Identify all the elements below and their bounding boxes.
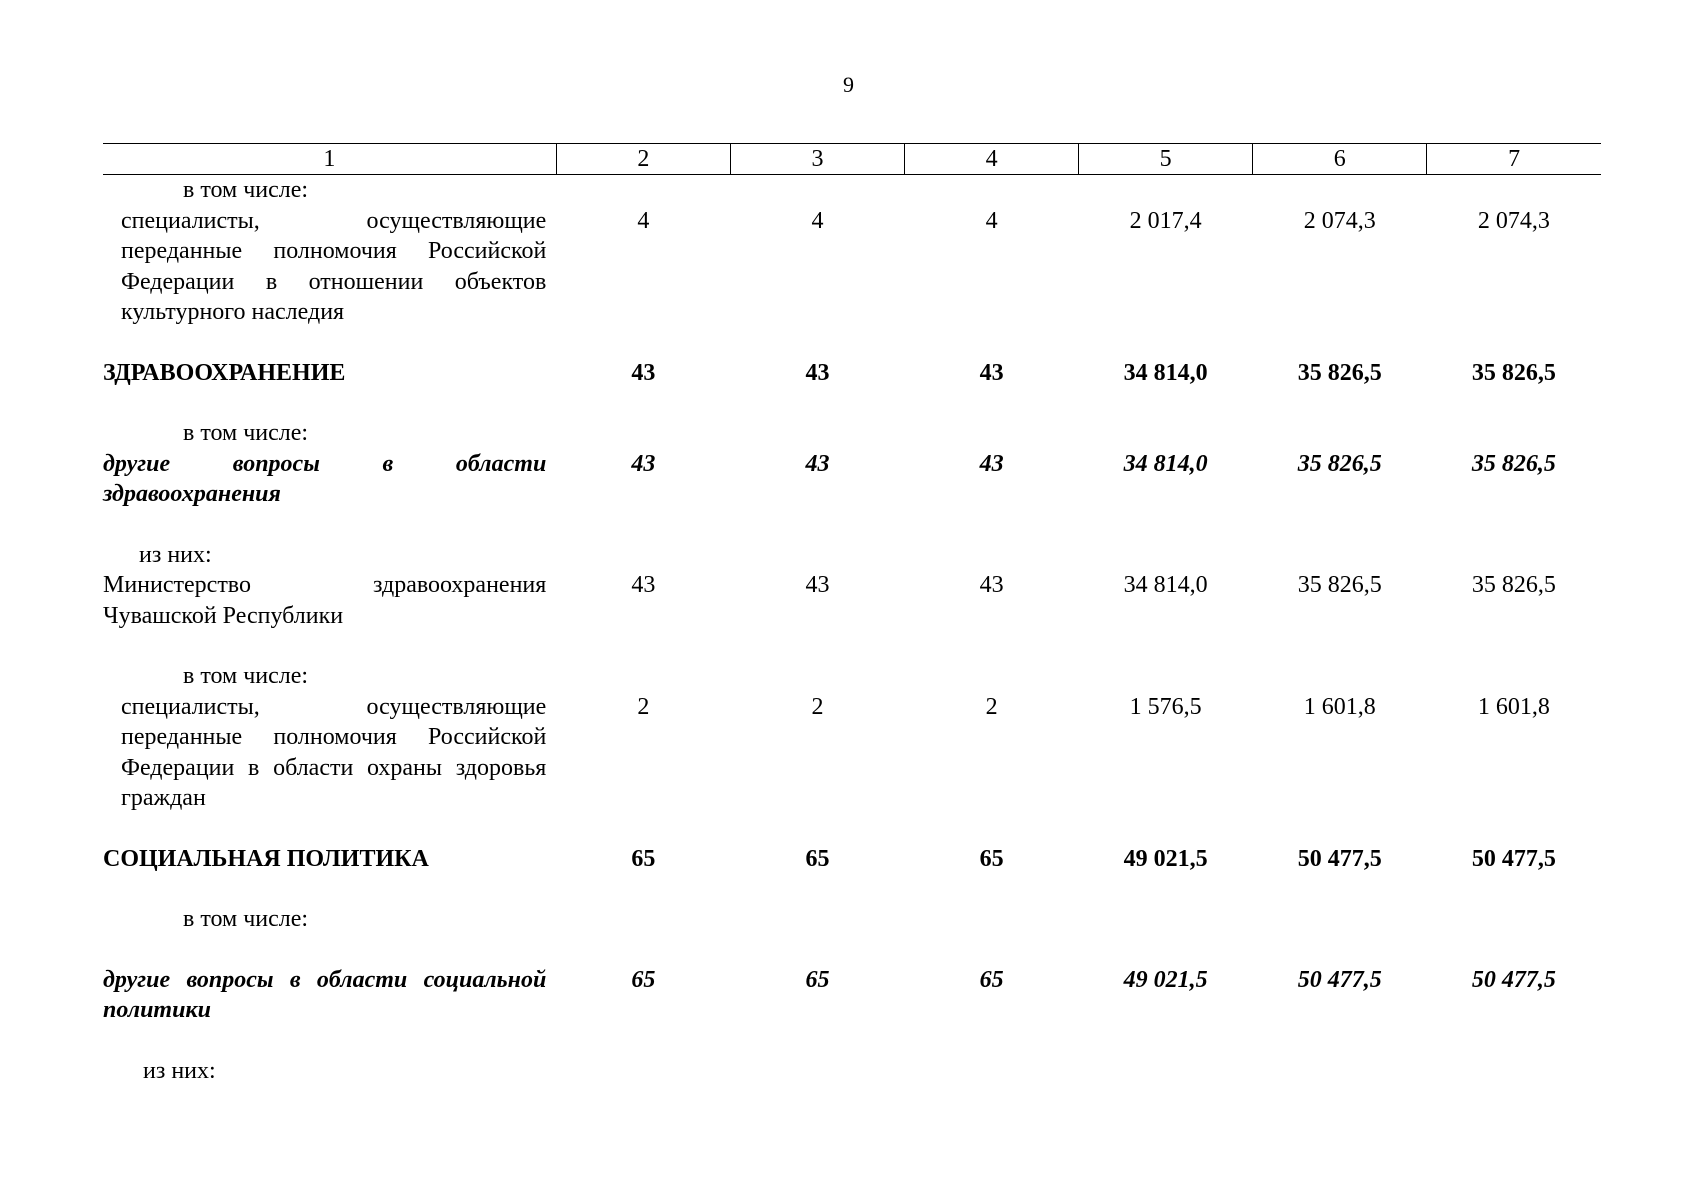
value-col-7: 2 074,3: [1477, 207, 1550, 234]
row-gap: [103, 1026, 1601, 1056]
value-col-4: 65: [979, 966, 1004, 993]
row-gap: [103, 631, 1601, 661]
value-col-6: 35 826,5: [1297, 359, 1382, 386]
value-col-5: 34 814,0: [1123, 450, 1208, 477]
row-label-cell: [103, 661, 556, 814]
value-col-7: 35 826,5: [1471, 359, 1556, 386]
row-label: специалисты, осуществляющие переданные полномочия Российской Федерации в отношении объектов культурного наследия: [121, 207, 547, 325]
value-cell: [556, 661, 730, 814]
value-cell: [1079, 661, 1253, 814]
table-row: [103, 1056, 1601, 1087]
value-col-6: 50 477,5: [1297, 845, 1382, 872]
value-col-4: 65: [979, 845, 1004, 872]
table-row: [103, 965, 1601, 1026]
row-prefix: из них:: [139, 541, 212, 568]
value-col-3: 43: [805, 572, 830, 598]
value-col-5: 34 814,0: [1123, 572, 1208, 598]
row-prefix: в том числе:: [183, 663, 309, 689]
table-body: [103, 175, 1601, 1087]
value-cell: [1253, 540, 1427, 632]
table-row: [103, 175, 1601, 328]
value-col-5: 49 021,5: [1123, 966, 1208, 993]
header-row: [103, 144, 1601, 175]
value-col-3: 43: [805, 359, 830, 386]
value-cell: [1427, 540, 1601, 632]
value-col-7: 35 826,5: [1471, 572, 1556, 598]
row-prefix: в том числе:: [183, 420, 309, 446]
value-col-4: 43: [979, 450, 1004, 477]
table-row: [103, 844, 1601, 875]
table-header: [103, 144, 1601, 175]
row-prefix: в том числе:: [183, 177, 309, 203]
value-cell: [1427, 175, 1601, 328]
value-col-4: 43: [979, 359, 1004, 386]
header-col-7: 7: [1427, 144, 1601, 175]
value-cell: [905, 661, 1079, 814]
row-label: Министерство здравоохранения Чувашской Республики: [103, 572, 547, 629]
value-col-2: 43: [631, 359, 656, 386]
row-label-cell: [103, 540, 556, 632]
value-cell: [730, 661, 904, 814]
value-cell: [1079, 540, 1253, 632]
value-cell: [905, 540, 1079, 632]
row-label-cell: [103, 1056, 556, 1087]
value-col-2: 43: [631, 450, 656, 477]
row-gap: [103, 935, 1601, 965]
value-col-4: 43: [979, 572, 1004, 598]
value-col-7: 35 826,5: [1471, 450, 1556, 477]
value-cell: [730, 540, 904, 632]
row-label: специалисты, осуществляющие переданные полномочия Российской Федерации в области охраны здоровья граждан: [121, 693, 547, 811]
value-col-2: 43: [631, 572, 656, 598]
table-row: [103, 661, 1601, 814]
value-cell: [905, 175, 1079, 328]
value-col-7: 50 477,5: [1471, 966, 1556, 993]
value-cell: [556, 540, 730, 632]
header-col-3: 3: [730, 144, 904, 175]
value-cell: [1427, 418, 1601, 510]
table-row: [103, 358, 1601, 389]
value-col-3: 65: [805, 845, 830, 872]
value-cell: [556, 175, 730, 328]
report-table: [103, 143, 1601, 1086]
row-label: другие вопросы в области социальной политики: [103, 966, 547, 1023]
value-col-6: 50 477,5: [1297, 966, 1382, 993]
value-col-7: 50 477,5: [1471, 845, 1556, 872]
value-col-7: 1 601,8: [1477, 693, 1550, 720]
value-col-2: 65: [631, 845, 656, 872]
row-label-cell: [103, 965, 556, 1026]
value-cell: [1427, 661, 1601, 814]
row-prefix: из них:: [143, 1057, 216, 1084]
value-cell: [1079, 175, 1253, 328]
row-label-cell: [103, 904, 556, 935]
row-gap: [103, 388, 1601, 418]
value-cell: [1079, 418, 1253, 510]
value-col-5: 2 017,4: [1129, 207, 1202, 234]
value-col-4: 2: [985, 693, 998, 720]
row-label-cell: [103, 358, 556, 389]
value-cell: [730, 418, 904, 510]
row-label-cell: [103, 844, 556, 875]
value-col-3: 4: [811, 207, 824, 234]
page-number: 9: [843, 72, 854, 97]
value-col-2: 65: [631, 966, 656, 993]
value-col-6: 2 074,3: [1303, 207, 1376, 234]
header-col-2: 2: [556, 144, 730, 175]
row-gap: [103, 814, 1601, 844]
value-col-5: 1 576,5: [1129, 693, 1202, 720]
row-gap: [103, 510, 1601, 540]
value-cell: [1253, 175, 1427, 328]
row-label-cell: [103, 175, 556, 328]
value-cell: [1253, 661, 1427, 814]
row-label: СОЦИАЛЬНАЯ ПОЛИТИКА: [103, 845, 429, 872]
value-cell: [730, 175, 904, 328]
row-label-cell: [103, 418, 556, 510]
value-col-2: 4: [637, 207, 650, 234]
value-cell: [905, 418, 1079, 510]
row-label: другие вопросы в области здравоохранения: [103, 450, 547, 507]
row-gap: [103, 328, 1601, 358]
value-col-6: 35 826,5: [1297, 450, 1382, 477]
header-col-1: 1: [103, 144, 556, 175]
header-col-5: 5: [1079, 144, 1253, 175]
value-col-6: 1 601,8: [1303, 693, 1376, 720]
value-col-6: 35 826,5: [1297, 572, 1382, 598]
value-cell: [1253, 418, 1427, 510]
value-col-2: 2: [637, 693, 650, 720]
value-col-3: 65: [805, 966, 830, 993]
value-col-4: 4: [985, 207, 998, 234]
value-col-5: 34 814,0: [1123, 359, 1208, 386]
value-col-3: 43: [805, 450, 830, 477]
table-row: [103, 540, 1601, 632]
row-prefix: в том числе:: [183, 906, 309, 932]
value-col-3: 2: [811, 693, 824, 720]
header-col-4: 4: [905, 144, 1079, 175]
header-col-6: 6: [1253, 144, 1427, 175]
row-label: ЗДРАВООХРАНЕНИЕ: [103, 359, 346, 386]
value-col-5: 49 021,5: [1123, 845, 1208, 872]
table-row: [103, 904, 1601, 935]
row-gap: [103, 874, 1601, 904]
value-cell: [556, 418, 730, 510]
table-row: [103, 418, 1601, 510]
